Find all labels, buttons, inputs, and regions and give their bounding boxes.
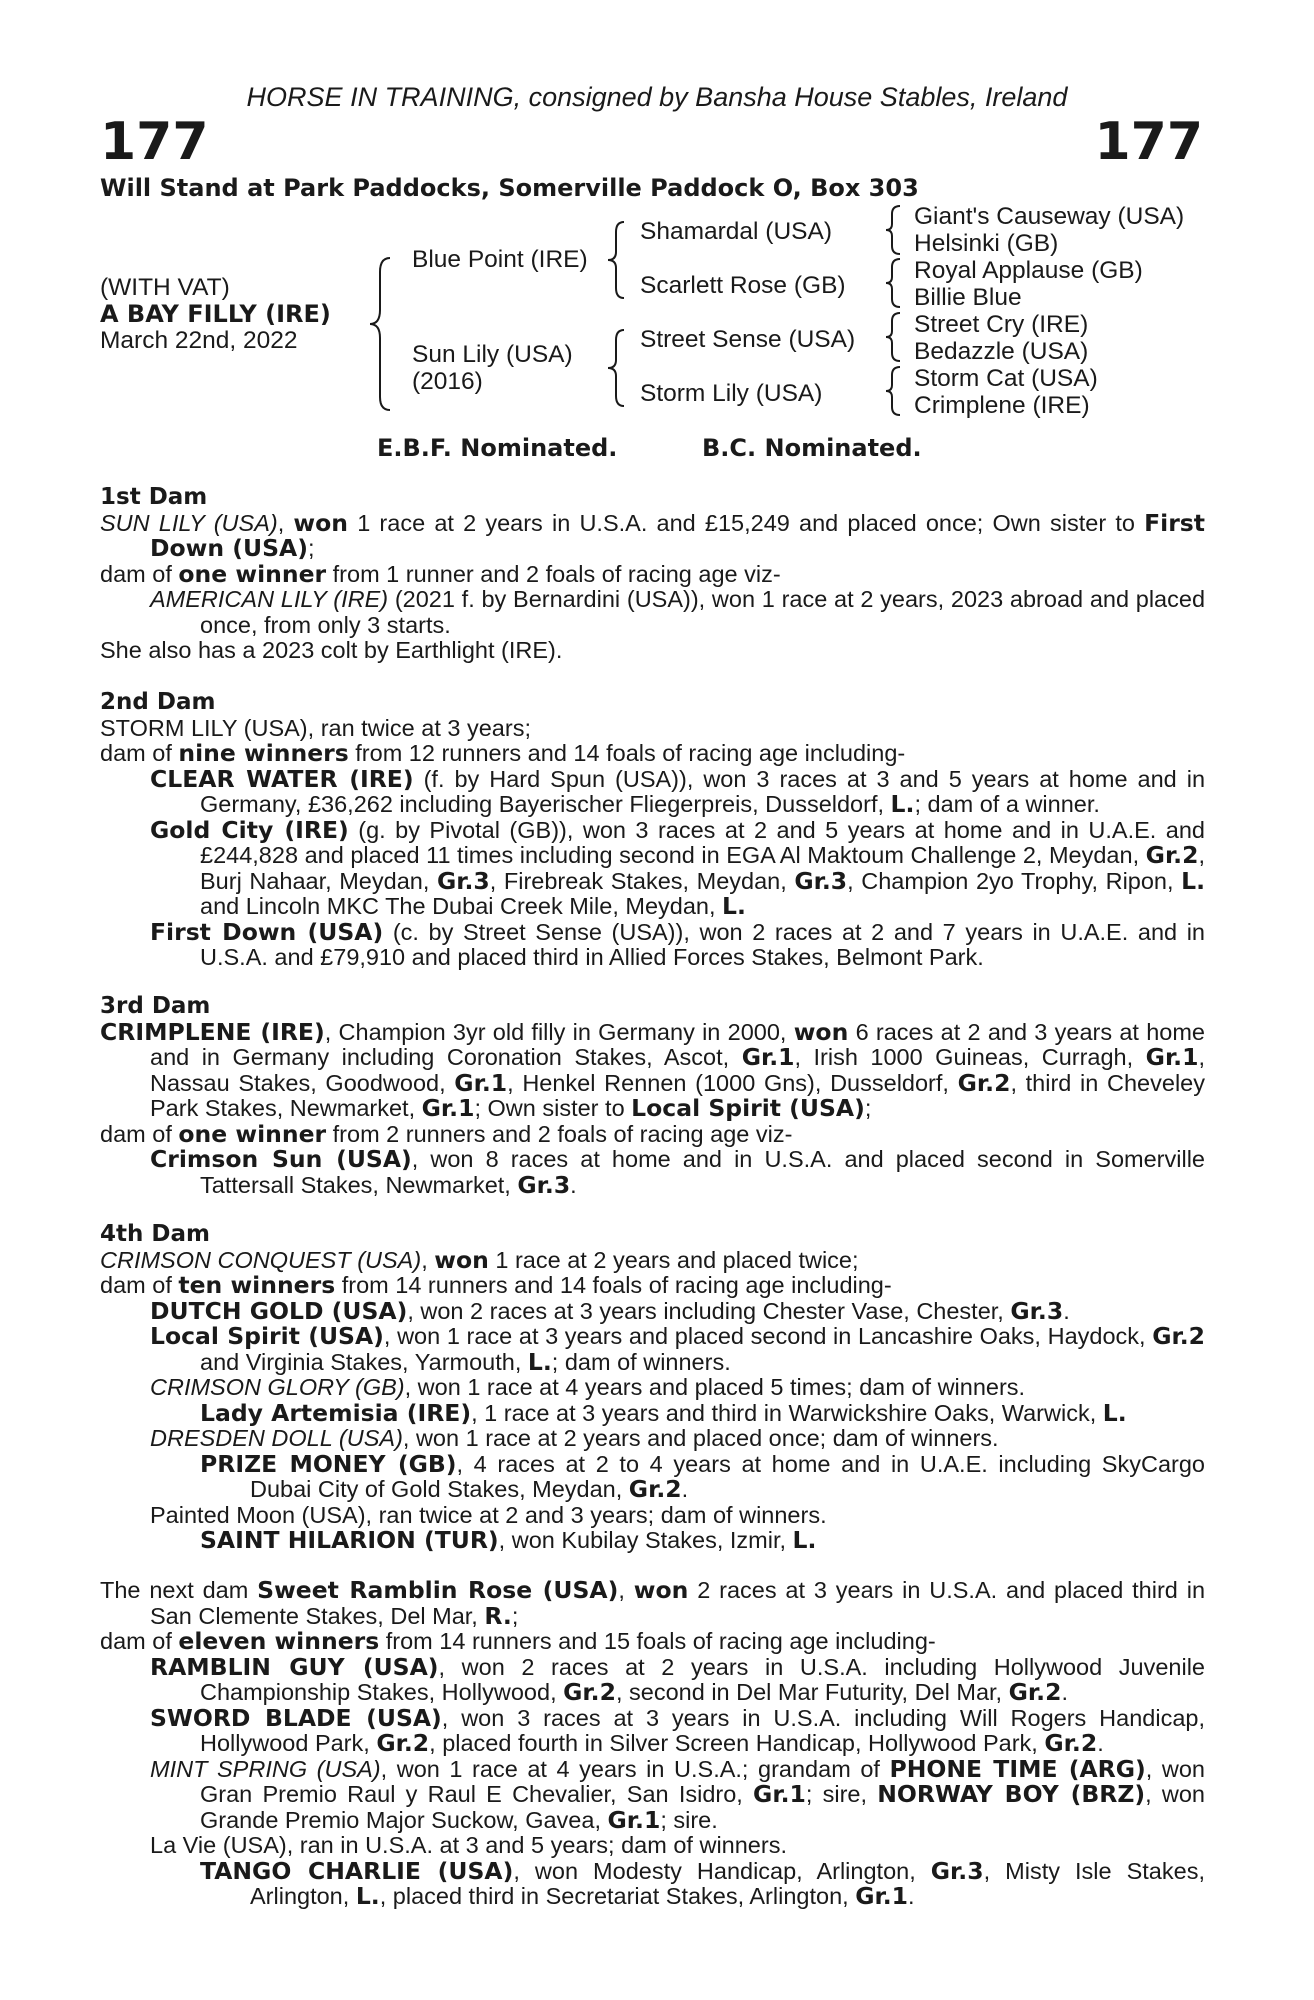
- catalogue-header: HORSE IN TRAINING, consigned by Bansha House Stables, Ireland: [246, 82, 1068, 112]
- produce-entry: CLEAR WATER (IRE) (f. by Hard Spun (USA)), won 3 races at 3 and 5 years at home and in Germany, £36,262 including Bayerischer Fliegerpreis, Dusseldorf, L.; dam of a winner.: [150, 764, 1206, 818]
- dam-year: (2016): [412, 368, 483, 395]
- produce-summary: dam of one winner from 2 runners and 2 foals of racing age viz-: [100, 1119, 793, 1148]
- produce-entry: Lady Artemisia (IRE), 1 race at 3 years and third in Warwickshire Oaks, Warwick, L.: [200, 1398, 1127, 1427]
- produce-entry: RAMBLIN GUY (USA), won 2 races at 2 years in U.S.A. including Hollywood Juvenile Championship Stakes, Hollywood, Gr.2, second in Del Mar Futurity, Del Mar, Gr.2.: [150, 1652, 1205, 1706]
- dam-line: SUN LILY (USA), won 1 race at 2 years in U.S.A. and £15,249 and placed once; Own sister to First Down (USA);: [100, 508, 1206, 562]
- dam-sire: Street Sense (USA): [640, 326, 856, 353]
- ancestor-2: Helsinki (GB): [914, 230, 1059, 257]
- section-heading: 2nd Dam: [100, 689, 216, 715]
- produce-summary: dam of one winner from 1 runner and 2 foals of racing age viz-: [100, 559, 781, 588]
- produce-note: She also has a 2023 colt by Earthlight (IRE).: [100, 637, 563, 663]
- ancestor-1: Giant's Causeway (USA): [914, 203, 1185, 230]
- produce-entry: First Down (USA) (c. by Street Sense (USA)), won 2 races at 2 and 7 years in U.A.E. and in U.S.A. and £79,910 and placed third in Allied Forces Stakes, Belmont Park.: [150, 917, 1205, 970]
- produce-entry: Painted Moon (USA), ran twice at 2 and 3 years; dam of winners.: [150, 1501, 827, 1528]
- sire-dam: Scarlett Rose (GB): [640, 272, 846, 299]
- produce-entry: Gold City (IRE) (g. by Pivotal (GB)), won 3 races at 2 and 5 years at home and in U.A.E. and £244,828 and placed 11 times including second in EGA Al Maktoum Challenge 2, Meydan, Gr.2, Burj Nahaar, Meydan, Gr.3, Firebreak Stakes, Meydan, Gr.3, Champion 2yo Trophy, Ripon, L. and Lincoln MKC The Dubai Creek Mile, Meydan, L.: [150, 815, 1206, 920]
- produce-entry: SWORD BLADE (USA), won 3 races at 3 years in U.S.A. including Will Rogers Handicap, Hollywood Park, Gr.2, placed fourth in Silver Screen Handicap, Hollywood Park, Gr.2.: [150, 1703, 1205, 1757]
- produce-entry: PRIZE MONEY (GB), 4 races at 2 to 4 years at home and in U.A.E. including SkyCargo Dubai City of Gold Stakes, Meydan, Gr.2.: [200, 1449, 1205, 1503]
- sire-sire: Shamardal (USA): [640, 218, 832, 245]
- stand-location: Will Stand at Park Paddocks, Somerville Paddock O, Box 303: [100, 174, 919, 202]
- produce-entry: DRESDEN DOLL (USA), won 1 race at 2 years and placed once; dam of winners.: [150, 1425, 999, 1451]
- ebf-nomination: E.B.F. Nominated.: [377, 434, 618, 462]
- dam-line: CRIMPLENE (IRE), Champion 3yr old filly in Germany in 2000, won 6 races at 2 and 3 years at home and in Germany including Coronation Stakes, Ascot, Gr.1, Irish 1000 Guineas, Curragh, Gr.1, Nassau Stakes, Goodwood, Gr.1, Henkel Rennen (1000 Gns), Dusseldorf, Gr.2, third in Cheveley Park Stakes, Newmarket, Gr.1; Own sister to Local Spirit (USA);: [100, 1017, 1205, 1122]
- produce-entry: CRIMSON GLORY (GB), won 1 race at 4 years and placed 5 times; dam of winners.: [150, 1374, 1026, 1400]
- produce-entry: La Vie (USA), ran in U.S.A. at 3 and 5 years; dam of winners.: [150, 1832, 787, 1858]
- ancestor-6: Bedazzle (USA): [914, 338, 1089, 365]
- produce-entry: DUTCH GOLD (USA), won 2 races at 3 years including Chester Vase, Chester, Gr.3.: [150, 1296, 1070, 1325]
- dam: Sun Lily (USA): [412, 341, 573, 368]
- fourth-dam-section: [100, 1222, 1205, 1554]
- dam-line: CRIMSON CONQUEST (USA), won 1 race at 2 years and placed twice;: [100, 1245, 859, 1274]
- produce-entry: TANGO CHARLIE (USA), won Modesty Handicap, Arlington, Gr.3, Misty Isle Stakes, Arlington, L., placed third in Secretariat Stakes, Arlington, Gr.1.: [200, 1856, 1205, 1910]
- vat-note: (WITH VAT): [100, 274, 230, 301]
- produce-entry: SAINT HILARION (TUR), won Kubilay Stakes, Izmir, L.: [200, 1526, 817, 1554]
- sire: Blue Point (IRE): [412, 246, 588, 273]
- produce-entry: MINT SPRING (USA), won 1 race at 4 years in U.S.A.; grandam of PHONE TIME (ARG), won Gran Premio Raul y Raul E Chevalier, San Isidro, Gr.1; sire, NORWAY BOY (BRZ), won Grande Premio Major Suckow, Gavea, Gr.1; sire.: [150, 1754, 1206, 1834]
- dam-dam: Storm Lily (USA): [640, 380, 823, 407]
- subject-name: A BAY FILLY (IRE): [100, 300, 331, 328]
- produce-entry: Crimson Sun (USA), won 8 races at home and in U.S.A. and placed second in Somerville Tattersall Stakes, Newmarket, Gr.3.: [150, 1145, 1205, 1199]
- third-dam-section: [100, 994, 1205, 1198]
- dam-line: The next dam Sweet Ramblin Rose (USA), won 2 races at 3 years in U.S.A. and placed third in San Clemente Stakes, Del Mar, R.;: [100, 1576, 1206, 1630]
- section-heading: 4th Dam: [100, 1221, 210, 1247]
- foaling-date: March 22nd, 2022: [100, 327, 298, 354]
- bc-nomination: B.C. Nominated.: [702, 434, 922, 462]
- ancestor-8: Crimplene (IRE): [914, 392, 1090, 419]
- produce-entry: Local Spirit (USA), won 1 race at 3 years and placed second in Lancashire Oaks, Haydock, Gr.2 and Virginia Stakes, Yarmouth, L.; dam of winners.: [150, 1322, 1205, 1376]
- section-heading: 3rd Dam: [100, 993, 211, 1019]
- lot-number-left: 177: [100, 112, 209, 172]
- second-dam-section: [100, 690, 1205, 971]
- ancestor-4: Billie Blue: [914, 284, 1022, 311]
- produce-summary: dam of nine winners from 12 runners and 14 foals of racing age including-: [100, 739, 906, 767]
- first-dam-section: [100, 485, 1205, 664]
- section-heading: 1st Dam: [100, 484, 208, 510]
- dam-line: STORM LILY (USA), ran twice at 3 years;: [100, 714, 531, 741]
- produce-summary: dam of ten winners from 14 runners and 14 foals of racing age including-: [100, 1271, 892, 1299]
- produce-entry: AMERICAN LILY (IRE) (2021 f. by Bernardini (USA)), won 1 race at 2 years, 2023 abroad and placed once, from only 3 starts.: [150, 586, 1206, 638]
- ancestor-3: Royal Applause (GB): [914, 257, 1143, 284]
- produce-summary: dam of eleven winners from 14 runners and 15 foals of racing age including-: [100, 1627, 936, 1655]
- ancestor-5: Street Cry (IRE): [914, 311, 1089, 338]
- lot-number-right: 177: [1094, 112, 1203, 172]
- ancestor-7: Storm Cat (USA): [914, 365, 1098, 392]
- next-dam-section: [100, 1578, 1205, 1910]
